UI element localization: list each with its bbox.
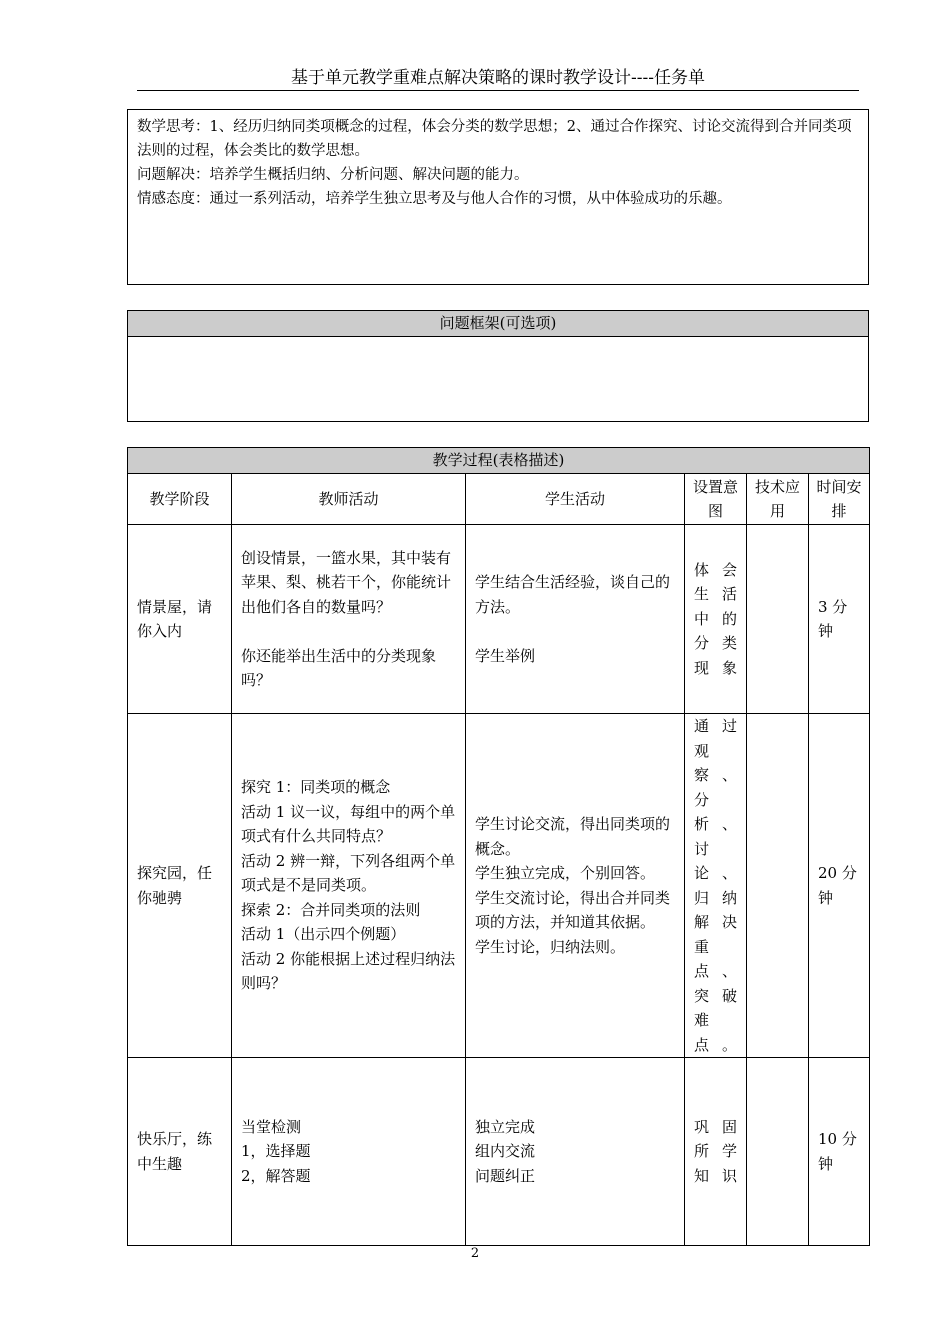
- teacher-line: 活动 1 议一议，每组中的两个单项式有什么共同特点？: [241, 802, 456, 846]
- page-header-title: 基于单元教学重难点解决策略的课时教学设计----任务单: [291, 68, 705, 88]
- header-time: 时间安排: [809, 474, 870, 525]
- student-line: [475, 619, 675, 644]
- header-stage: 教学阶段: [128, 474, 232, 525]
- student-line: 学生讨论交流，得出同类项的概念。: [475, 815, 671, 858]
- student-line: 学生交流讨论，得出合并同类项的方法，并知道其依据。: [475, 888, 671, 931]
- row-intent: 通过观察、分析、讨论、归纳解决重点、突破难点。: [685, 714, 747, 1058]
- row-tech: [747, 525, 809, 714]
- table-row: [128, 525, 870, 714]
- student-line: 学生讨论，归纳法则。: [475, 937, 626, 956]
- process-table-title: 教学过程(表格描述): [128, 448, 870, 474]
- row-student-activity: [466, 714, 685, 1058]
- row-intent: 体会生活中的分类现象: [685, 525, 747, 714]
- objectives-box: [127, 109, 869, 285]
- header-intent: 设置意图: [685, 474, 747, 525]
- header-teacher: 教师活动: [232, 474, 466, 525]
- row-student-activity: [466, 525, 685, 714]
- student-line: 问题纠正: [475, 1166, 536, 1185]
- teacher-line: 你还能举出生活中的分类现象吗？: [241, 646, 437, 689]
- row-tech: [747, 714, 809, 1058]
- page-number: 2: [470, 1246, 480, 1261]
- row-time: 10 分钟: [809, 1058, 870, 1246]
- student-line: 组内交流: [475, 1142, 536, 1161]
- table-row: [128, 714, 870, 1058]
- question-frame-title: 问题框架(可选项): [128, 311, 868, 337]
- row-stage: 探究园，任你驰骋: [128, 714, 232, 1058]
- student-line: 学生举例: [475, 646, 536, 665]
- row-time: 20 分钟: [809, 714, 870, 1058]
- row-time: 3 分钟: [809, 525, 870, 714]
- question-frame-box: [127, 310, 869, 422]
- student-line: 学生独立完成，个别回答。: [475, 864, 656, 882]
- teacher-line: [241, 619, 456, 644]
- objective-line-problem: 问题解决：培养学生概括归纳、分析问题、解决问题的能力。: [137, 167, 529, 183]
- row-tech: [747, 1058, 809, 1246]
- row-student-activity: [466, 1058, 685, 1246]
- table-row: [128, 1058, 870, 1246]
- teacher-line: 1，选择题: [241, 1142, 311, 1161]
- row-intent: 巩固所学知识: [685, 1058, 747, 1246]
- row-stage: 快乐厅，练中生趣: [128, 1058, 232, 1246]
- teacher-line: 活动 1（出示四个例题）: [241, 925, 406, 944]
- teacher-line: 2，解答题: [241, 1166, 311, 1185]
- row-teacher-activity: [232, 714, 466, 1058]
- header-rule: [137, 90, 859, 91]
- header-tech: 技术应用: [747, 474, 809, 525]
- row-teacher-activity: [232, 525, 466, 714]
- teacher-line: 创设情景，一篮水果，其中装有苹果、梨、桃若干个，你能统计出他们各自的数量吗？: [241, 548, 452, 616]
- teacher-line: 活动 2 辨一辩，下列各组两个单项式是不是同类项。: [241, 851, 456, 895]
- teacher-line: 当堂检测: [241, 1117, 302, 1136]
- student-line: 独立完成: [475, 1117, 536, 1136]
- teacher-line: 探索 2：合并同类项的法则: [241, 900, 421, 919]
- objective-line-attitude: 情感态度：通过一系列活动，培养学生独立思考及与他人合作的习惯，从中体验成功的乐趣。: [137, 191, 732, 207]
- row-stage: 情景屋，请你入内: [128, 525, 232, 714]
- teacher-line: 探究 1：同类项的概念: [241, 778, 391, 797]
- objective-line-math: 数学思考：1、经历归纳同类项概念的过程，体会分类的数学思想；2、通过合作探究、讨论交流得到合并同类项法则的过程，体会类比的数学思想。: [137, 119, 852, 159]
- row-teacher-activity: [232, 1058, 466, 1246]
- teacher-line: 活动 2 你能根据上述过程归纳法则吗？: [241, 949, 456, 993]
- header-student: 学生活动: [466, 474, 685, 525]
- teaching-process-table: [127, 447, 870, 1246]
- student-line: 学生结合生活经验，谈自己的方法。: [475, 573, 671, 616]
